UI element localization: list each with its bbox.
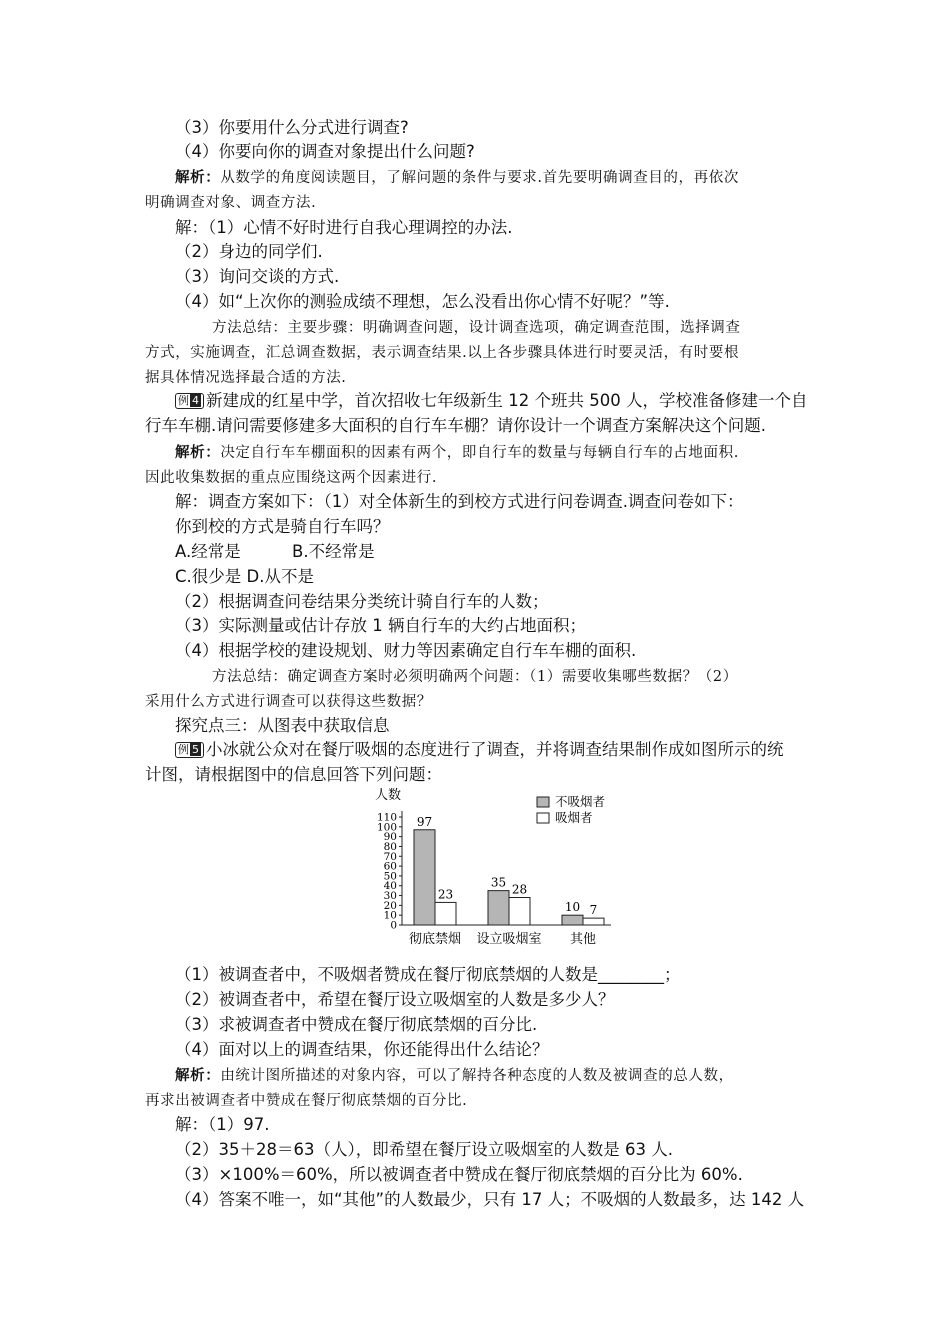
analysis-1-line-b: 明确调查对象、调查方法. (145, 195, 317, 211)
smoking-attitude-bar-chart (365, 784, 635, 952)
example-4-line-a (175, 389, 840, 413)
y-tick-label: 0 (390, 919, 397, 932)
example-5-text: 小冰就公众对在餐厅吸烟的态度进行了调查，并将调查结果制作成如图所示的统 (206, 740, 784, 759)
bar-value-label: 7 (589, 903, 598, 918)
bar-non-smoker (414, 830, 435, 925)
analysis-label: 解析： (175, 169, 221, 186)
x-category-label: 其他 (569, 932, 597, 947)
question-3: （3）你要用什么分式进行调查? (175, 118, 409, 137)
bar-non-smoker (562, 915, 583, 925)
options-c-d: C.很少是 D.从不是 (175, 567, 314, 586)
x-category-label: 彻底禁烟 (408, 932, 462, 947)
solution-3-step-3: （3）×100%＝60%，所以被调查者中赞成在餐厅彻底禁烟的百分比为 60%. (175, 1165, 743, 1184)
y-tick-label: 60 (383, 860, 397, 873)
method-summary-2-b: 采用什么方式进行调查可以获得这些数据？ (145, 694, 432, 710)
y-tick-label: 50 (383, 870, 397, 883)
y-tick-label: 100 (376, 821, 397, 834)
x-category-label: 设立吸烟室 (476, 932, 542, 947)
method-summary-1-c: 据具体情况选择最合适的方法. (145, 370, 347, 386)
bar-smoker (583, 918, 604, 925)
y-axis-label: 人数 (375, 788, 402, 803)
legend-label: 吸烟者 (555, 810, 593, 825)
example-4-text: 新建成的红星中学，首次招收七年级新生 12 个班共 500 人，学校准备修建一个自 (206, 391, 808, 410)
example-5-line-b: 计图，请根据图中的信息回答下列问题： (145, 765, 442, 784)
analysis-3-line-b: 再求出被调查者中赞成在餐厅彻底禁烟的百分比. (145, 1093, 468, 1109)
example-4-line-b: 行车车棚.请问需要修建多大面积的自行车车棚？请你设计一个调查方案解决这个问题. (145, 416, 766, 435)
bar-value-label: 97 (416, 814, 433, 829)
analysis-label: 解析： (175, 1067, 221, 1084)
question-5-4: （4）面对以上的调查结果，你还能得出什么结论？ (175, 1040, 549, 1059)
method-summary-2-a: 方法总结：确定调查方案时必须明确两个问题：（1）需要收集哪些数据？（2） (212, 669, 738, 685)
solution-3-step-4: （4）答案不唯一，如“其他”的人数最少，只有 17 人；不吸烟的人数最多，达 142 人 (175, 1190, 805, 1209)
survey-question: 你到校的方式是骑自行车吗？ (175, 517, 390, 536)
y-tick-label: 40 (383, 880, 397, 893)
option-a: A.经常是 (175, 542, 241, 561)
analysis-1-line-a (175, 166, 840, 190)
solution-3-step-1: 解：（1）97. (175, 1115, 270, 1134)
example-tag-label: 例 (178, 743, 189, 756)
question-5-3: （3）求被调查者中赞成在餐厅彻底禁烟的百分比. (175, 1015, 538, 1034)
bar-value-label: 23 (437, 887, 454, 902)
example-tag-number: 5 (192, 743, 199, 756)
y-tick-label: 30 (383, 890, 397, 903)
question-5-2: （2）被调查者中，希望在餐厅设立吸烟室的人数是多少人？ (175, 990, 615, 1009)
bar-smoker (435, 902, 456, 925)
legend-swatch-smoker (537, 813, 549, 823)
analysis-2-line-a (175, 441, 840, 465)
question-5-1: （1）被调查者中，不吸烟者赞成在餐厅彻底禁烟的人数是________； (175, 965, 681, 984)
example-5-line-a (175, 738, 840, 762)
bar-smoker (509, 898, 530, 925)
y-tick-label: 70 (383, 850, 397, 863)
bar-non-smoker (488, 891, 509, 925)
bar-value-label: 28 (511, 882, 528, 897)
y-tick-label: 20 (383, 899, 397, 912)
solution-3-step-2: （2）35＋28＝63（人），即希望在餐厅设立吸烟室的人数是 63 人. (175, 1140, 673, 1159)
example-4-tag (175, 393, 204, 409)
analysis-label: 解析： (175, 444, 221, 461)
question-4: （4）你要向你的调查对象提出什么问题? (175, 142, 475, 161)
solution-1-step-4: （4）如“上次你的测验成绩不理想，怎么没看出你心情不好呢？”等. (175, 292, 670, 311)
solution-2-step-1: 解：调查方案如下：（1）对全体新生的到校方式进行问卷调查.调查问卷如下： (175, 492, 744, 511)
y-tick-label: 80 (383, 840, 397, 853)
method-summary-1-b: 方式，实施调查，汇总调查数据，表示调查结果.以上各步骤具体进行时要灵活，有时要根 (145, 345, 740, 361)
bar-value-label: 35 (490, 875, 507, 890)
analysis-3-line-a (175, 1064, 840, 1088)
analysis-2-line-b: 因此收集数据的重点应围绕这两个因素进行. (145, 470, 438, 486)
example-5-tag (175, 742, 204, 758)
legend-swatch-non-smoker (537, 797, 549, 807)
method-summary-1-a: 方法总结：主要步骤：明确调查问题，设计调查选项，确定调查范围，选择调查 (212, 320, 741, 336)
y-tick-label: 90 (383, 831, 397, 844)
analysis-text: 由统计图所描述的对象内容，可以了解持各种态度的人数及被调查的总人数， (220, 1068, 734, 1084)
analysis-text: 决定自行车车棚面积的因素有两个，即自行车的数量与每辆自行车的占地面积. (220, 445, 739, 461)
y-tick-label: 10 (383, 909, 397, 922)
option-b: B.不经常是 (292, 542, 375, 561)
solution-2-step-4: （4）根据学校的建设规划、财力等因素确定自行车车棚的面积. (175, 641, 637, 660)
example-tag-label: 例 (178, 394, 189, 407)
y-tick-label: 110 (376, 811, 397, 824)
solution-1-step-1: 解：（1）心情不好时进行自我心理调控的办法. (175, 218, 513, 237)
legend-label: 不吸烟者 (555, 794, 606, 809)
solution-1-step-3: （3）询问交谈的方式. (175, 267, 340, 286)
solution-2-step-2: （2）根据调查问卷结果分类统计骑自行车的人数； (175, 592, 549, 611)
analysis-text: 从数学的角度阅读题目，了解问题的条件与要求.首先要明确调查目的，再依次 (220, 170, 739, 186)
solution-1-step-2: （2）身边的同学们. (175, 242, 323, 261)
solution-2-step-3: （3）实际测量或估计存放 1 辆自行车的大约占地面积； (175, 616, 586, 635)
explore-point-3: 探究点三：从图表中获取信息 (175, 716, 390, 735)
bar-value-label: 10 (564, 900, 581, 915)
example-tag-number: 4 (192, 394, 199, 407)
